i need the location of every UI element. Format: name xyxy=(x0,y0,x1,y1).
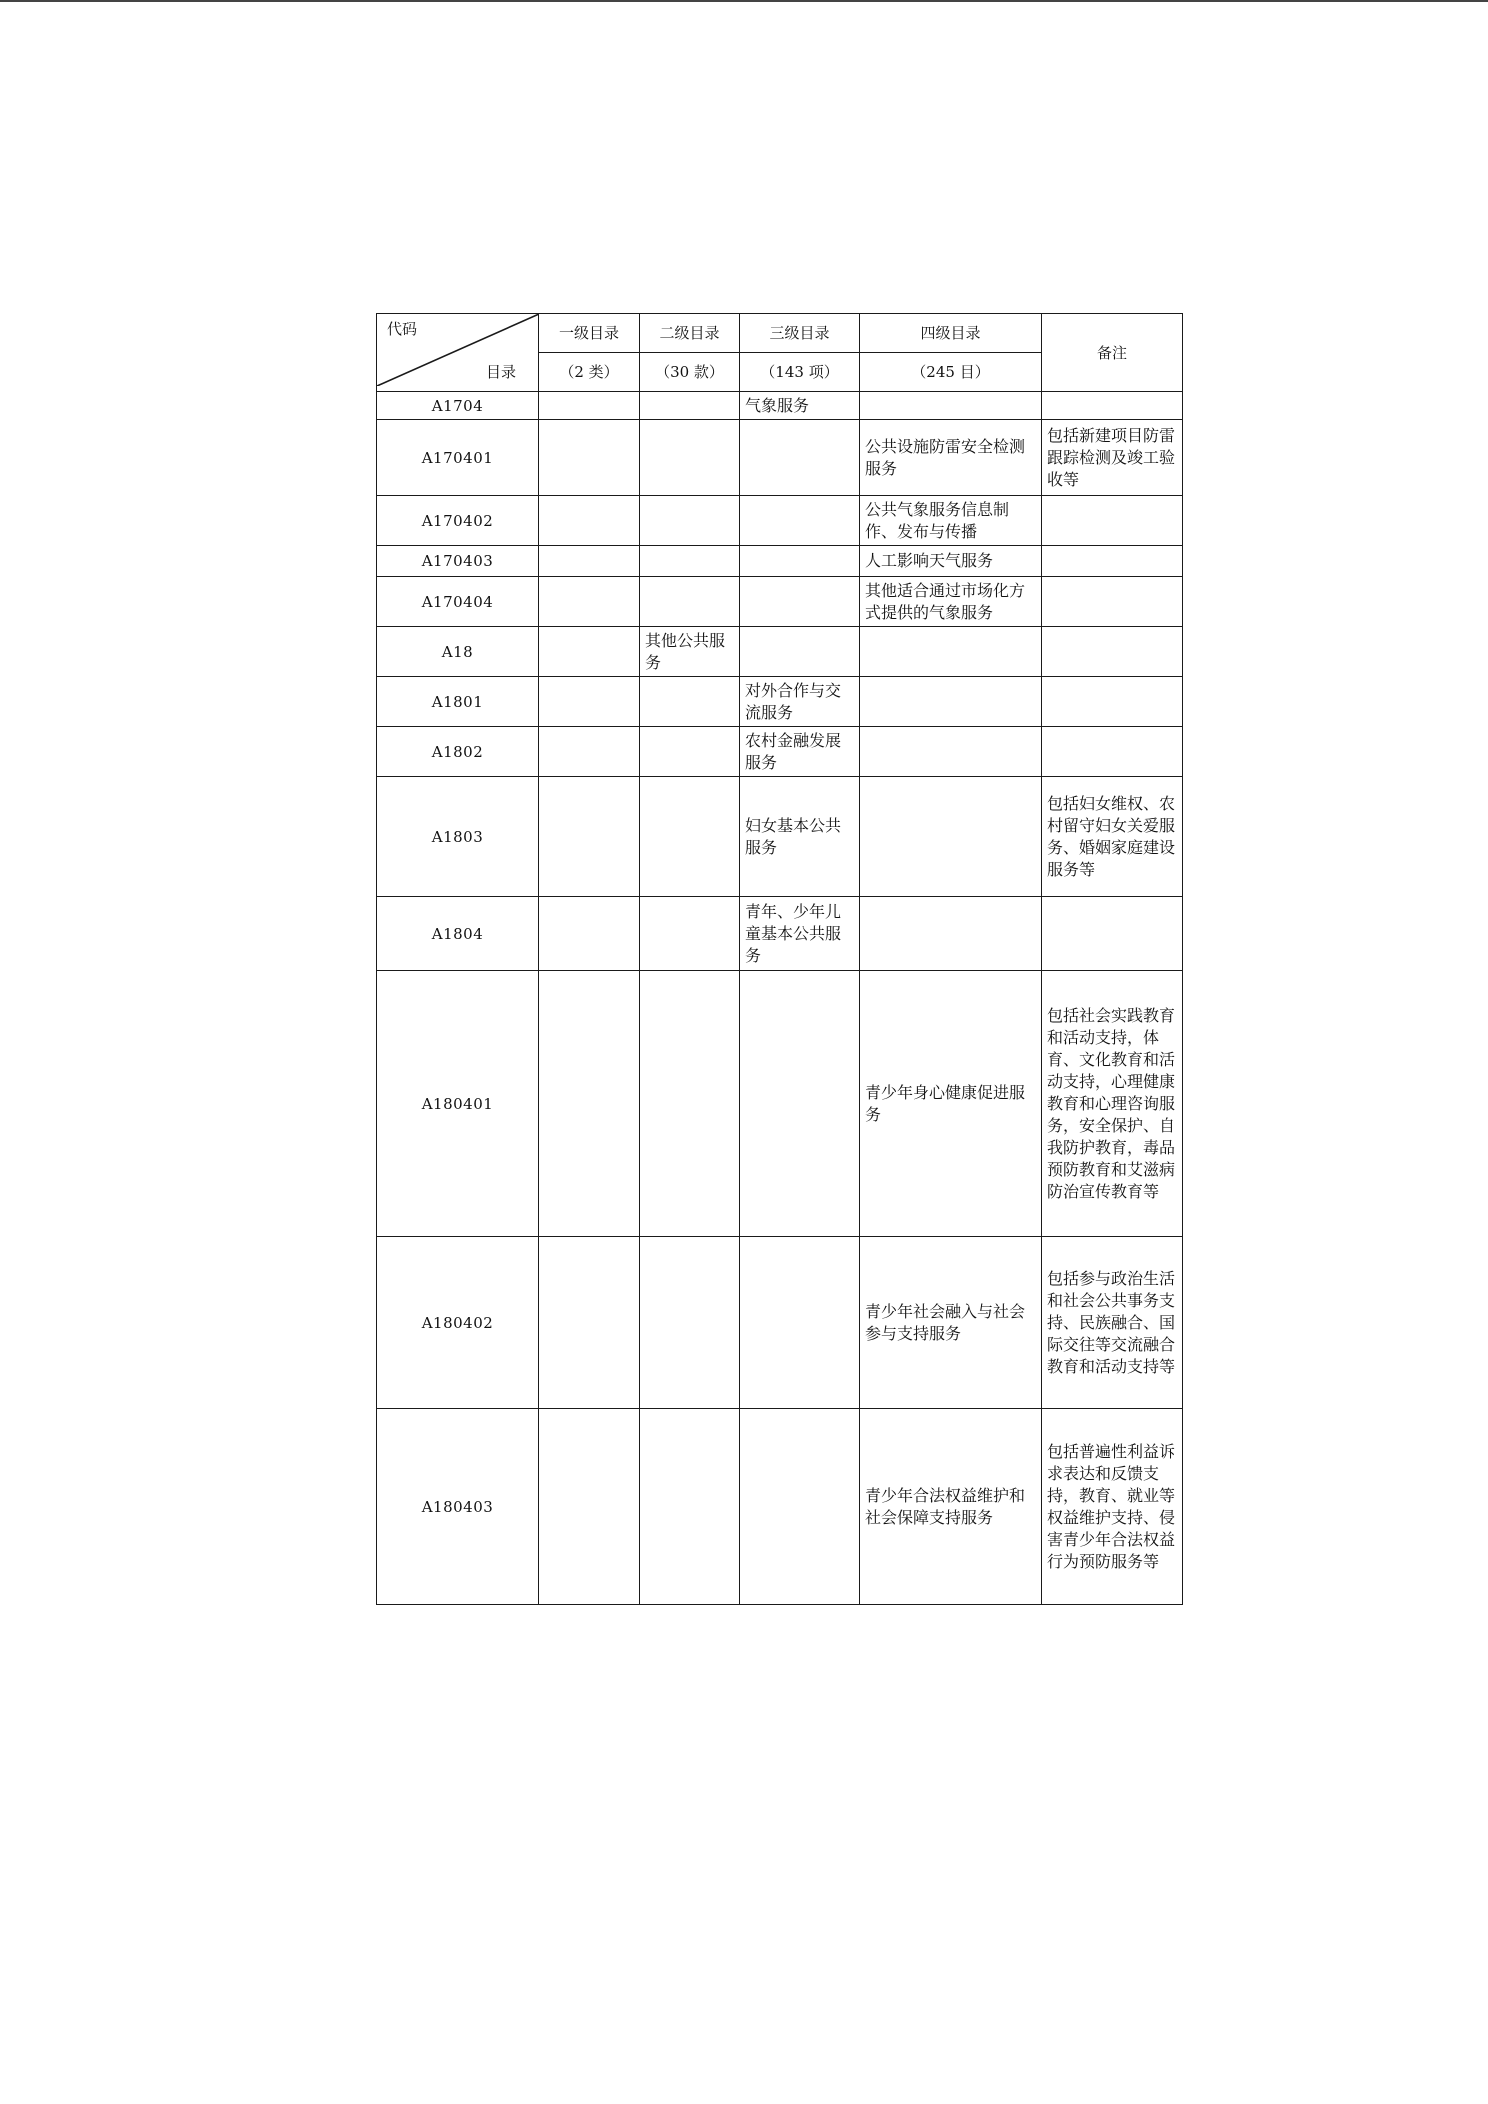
level-2-cell xyxy=(640,546,740,577)
remark-cell xyxy=(1042,496,1183,546)
header-level-1-count: （2 类） xyxy=(539,353,640,392)
level-3-cell: 对外合作与交流服务 xyxy=(740,677,860,727)
level-2-cell xyxy=(640,1237,740,1409)
remark-cell: 包括社会实践教育和活动支持，体育、文化教育和活动支持，心理健康教育和心理咨询服务，安全保护、自我防护教育，毒品预防教育和艾滋病防治宣传教育等 xyxy=(1042,971,1183,1237)
code-cell: A1802 xyxy=(377,727,539,777)
table-row xyxy=(377,577,1183,627)
level-3-cell: 妇女基本公共服务 xyxy=(740,777,860,897)
level-3-cell xyxy=(740,420,860,496)
level-2-cell: 其他公共服务 xyxy=(640,627,740,677)
header-level-3-count: （143 项） xyxy=(740,353,860,392)
level-4-cell: 青少年身心健康促进服务 xyxy=(860,971,1042,1237)
level-2-cell xyxy=(640,971,740,1237)
level-1-cell xyxy=(539,971,640,1237)
table-row xyxy=(377,971,1183,1237)
header-row-titles xyxy=(377,314,1183,353)
level-1-cell xyxy=(539,1409,640,1605)
remark-cell: 包括妇女维权、农村留守妇女关爱服务、婚姻家庭建设服务等 xyxy=(1042,777,1183,897)
level-4-cell: 青少年合法权益维护和社会保障支持服务 xyxy=(860,1409,1042,1605)
code-cell: A180403 xyxy=(377,1409,539,1605)
level-4-cell xyxy=(860,627,1042,677)
remark-cell xyxy=(1042,727,1183,777)
level-1-cell xyxy=(539,727,640,777)
level-2-cell xyxy=(640,677,740,727)
remark-cell xyxy=(1042,392,1183,420)
remark-cell xyxy=(1042,627,1183,677)
level-3-cell: 青年、少年儿童基本公共服务 xyxy=(740,897,860,971)
table-row xyxy=(377,496,1183,546)
code-cell: A18 xyxy=(377,627,539,677)
remark-cell xyxy=(1042,897,1183,971)
remark-cell xyxy=(1042,546,1183,577)
header-level-4-count: （245 目） xyxy=(860,353,1042,392)
corner-code-label: 代码 xyxy=(387,320,418,338)
table-row xyxy=(377,727,1183,777)
header-level-2-count: （30 款） xyxy=(640,353,740,392)
table-row xyxy=(377,627,1183,677)
level-1-cell xyxy=(539,1237,640,1409)
header-level-3: 三级目录 xyxy=(740,314,860,353)
level-2-cell xyxy=(640,496,740,546)
level-4-cell xyxy=(860,777,1042,897)
remark-cell: 包括新建项目防雷跟踪检测及竣工验收等 xyxy=(1042,420,1183,496)
table-row xyxy=(377,1237,1183,1409)
level-4-cell xyxy=(860,897,1042,971)
catalog-table xyxy=(376,313,1183,1605)
level-1-cell xyxy=(539,897,640,971)
table-row xyxy=(377,677,1183,727)
table-row xyxy=(377,777,1183,897)
level-3-cell xyxy=(740,1409,860,1605)
level-3-cell xyxy=(740,496,860,546)
code-cell: A1803 xyxy=(377,777,539,897)
level-2-cell xyxy=(640,420,740,496)
level-1-cell xyxy=(539,777,640,897)
corner-catalog-label: 目录 xyxy=(485,363,516,381)
header-remark: 备注 xyxy=(1042,314,1183,392)
level-3-cell xyxy=(740,627,860,677)
code-cell: A1801 xyxy=(377,677,539,727)
level-3-cell xyxy=(740,546,860,577)
level-3-cell xyxy=(740,577,860,627)
level-1-cell xyxy=(539,546,640,577)
table-row xyxy=(377,392,1183,420)
level-4-cell: 公共设施防雷安全检测服务 xyxy=(860,420,1042,496)
level-2-cell xyxy=(640,577,740,627)
code-cell: A170402 xyxy=(377,496,539,546)
level-3-cell xyxy=(740,1237,860,1409)
level-4-cell: 其他适合通过市场化方式提供的气象服务 xyxy=(860,577,1042,627)
level-4-cell xyxy=(860,392,1042,420)
table-row xyxy=(377,897,1183,971)
level-2-cell xyxy=(640,1409,740,1605)
remark-cell xyxy=(1042,577,1183,627)
code-cell: A180402 xyxy=(377,1237,539,1409)
level-4-cell xyxy=(860,727,1042,777)
level-3-cell: 农村金融发展服务 xyxy=(740,727,860,777)
level-3-cell: 气象服务 xyxy=(740,392,860,420)
table-row xyxy=(377,420,1183,496)
level-1-cell xyxy=(539,677,640,727)
code-cell: A170403 xyxy=(377,546,539,577)
code-cell: A170401 xyxy=(377,420,539,496)
level-2-cell xyxy=(640,727,740,777)
level-2-cell xyxy=(640,897,740,971)
code-cell: A180401 xyxy=(377,971,539,1237)
level-1-cell xyxy=(539,577,640,627)
remark-cell: 包括参与政治生活和社会公共事务支持、民族融合、国际交往等交流融合教育和活动支持等 xyxy=(1042,1237,1183,1409)
level-4-cell: 人工影响天气服务 xyxy=(860,546,1042,577)
code-cell: A1804 xyxy=(377,897,539,971)
header-corner-cell xyxy=(377,314,539,392)
remark-cell xyxy=(1042,677,1183,727)
header-level-1: 一级目录 xyxy=(539,314,640,353)
level-2-cell xyxy=(640,777,740,897)
header-level-2: 二级目录 xyxy=(640,314,740,353)
code-cell: A1704 xyxy=(377,392,539,420)
remark-cell: 包括普遍性利益诉求表达和反馈支持，教育、就业等权益维护支持、侵害青少年合法权益行为预防服务等 xyxy=(1042,1409,1183,1605)
level-1-cell xyxy=(539,420,640,496)
page-top-border xyxy=(0,0,1488,2)
level-4-cell: 公共气象服务信息制作、发布与传播 xyxy=(860,496,1042,546)
table-row xyxy=(377,546,1183,577)
level-1-cell xyxy=(539,496,640,546)
level-1-cell xyxy=(539,392,640,420)
level-3-cell xyxy=(740,971,860,1237)
code-cell: A170404 xyxy=(377,577,539,627)
level-1-cell xyxy=(539,627,640,677)
level-4-cell xyxy=(860,677,1042,727)
level-2-cell xyxy=(640,392,740,420)
table-row xyxy=(377,1409,1183,1605)
level-4-cell: 青少年社会融入与社会参与支持服务 xyxy=(860,1237,1042,1409)
header-level-4: 四级目录 xyxy=(860,314,1042,353)
catalog-sheet xyxy=(376,313,1182,1605)
